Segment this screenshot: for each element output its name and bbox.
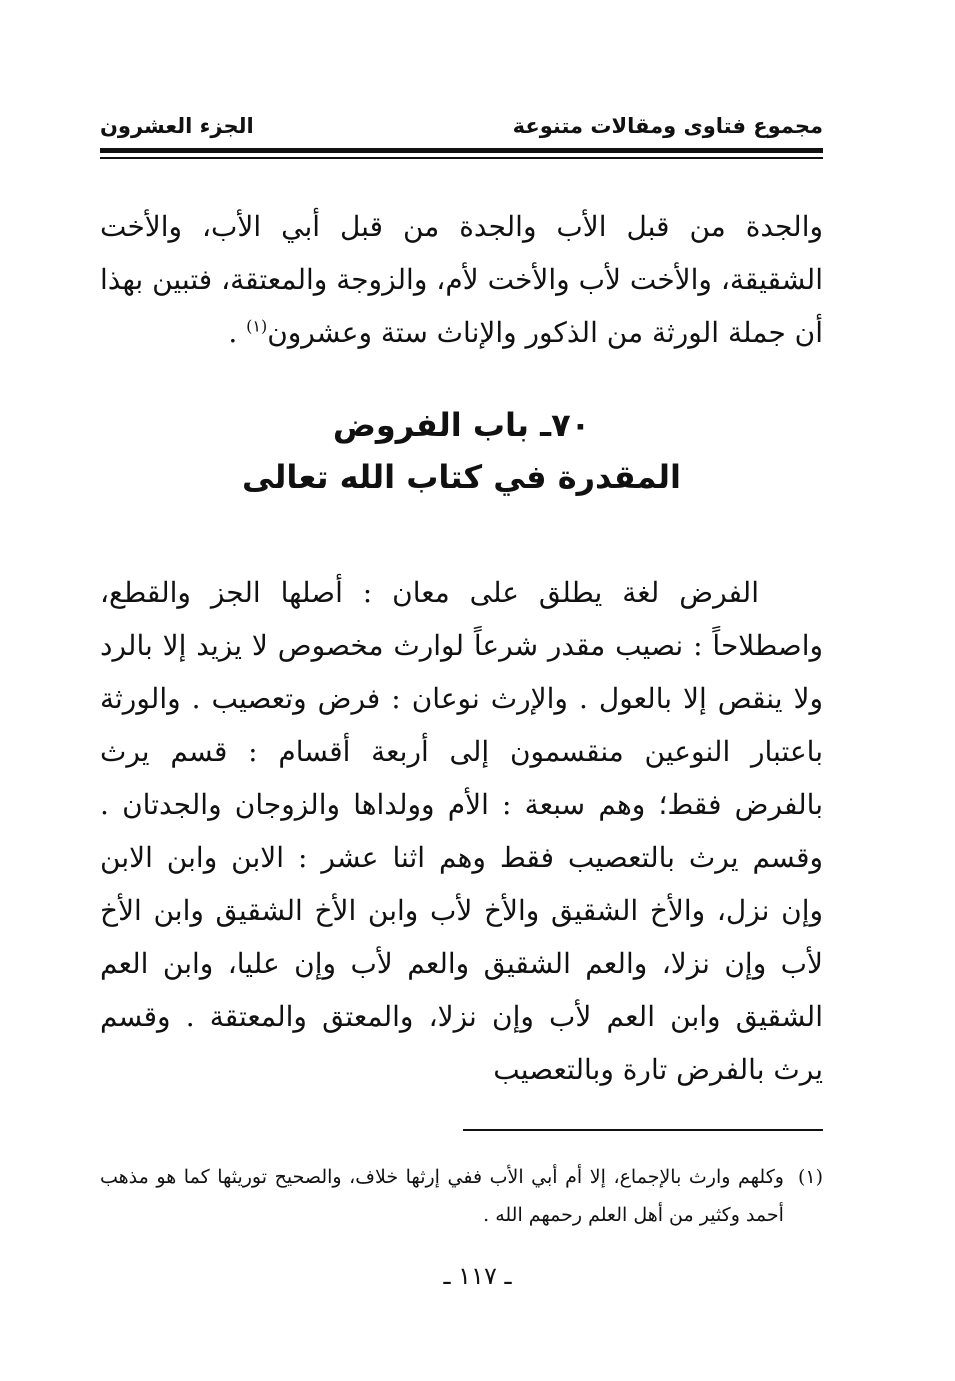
footnote-text: وكلهم وارث بالإجماع، إلا أم أبي الأب ففي إرثها خلاف، والصحيح توريثها كما هو مذهب أحمد وكثير من أهل العلم رحمهم الله . xyxy=(100,1166,784,1226)
paragraph-fard-definition: الفرض لغة يطلق على معان : أصلها الجز والقطع، واصطلاحاً : نصيب مقدر شرعاً لوارث مخصوص لا يزيد إلا بالرد ولا ينقص إلا بالعول . والإرث نوعان : فرض وتعصيب . والورثة باعتبار النوعين منقسمون إلى أربعة أقسام : قسم يرث بالفرض فقط؛ وهم سبعة : الأم وولداها والزوجان والجدتان . وقسم يرث بالتعصيب فقط وهم اثنا عشر : الابن وابن الابن وإن نزل، والأخ الشقيق والأخ لأب وابن الأخ الشقيق وابن الأخ لأب وإن نزلا، والعم الشقيق والعم لأب وإن عليا، وابن العم الشقيق وابن العم لأب وإن نزلا، والمعتق والمعتقة . وقسم يرث بالفرض تارة وبالتعصيب xyxy=(100,576,823,1086)
volume-label: الجزء العشرون xyxy=(100,114,254,138)
page-number: ـ ١١٧ ـ xyxy=(443,1262,512,1290)
paragraph-heirs-summary xyxy=(100,200,823,359)
section-heading-line-1: ٧٠ـ باب الفروض xyxy=(332,406,591,444)
header-rule-thin xyxy=(100,157,823,159)
footnote-separator xyxy=(463,1129,823,1131)
footnote-marker: (١) xyxy=(797,1166,823,1188)
book-title: مجموع فتاوى ومقالات متنوعة xyxy=(512,114,823,138)
header-rule-thick xyxy=(100,148,823,153)
paragraph-1-text: والجدة من قبل الأب والجدة من قبل أبي الأب، والأخت الشقيقة، والأخت لأب والأخت لأم، والزوجة والمعتقة، فتبين بهذا أن جملة الورثة من الذكور والإناث ستة وعشرون xyxy=(100,210,823,349)
running-header xyxy=(100,108,823,144)
paragraph-1-end: . xyxy=(228,316,247,349)
footnote xyxy=(100,1158,823,1234)
section-heading-line-2: المقدرة في كتاب الله تعالى xyxy=(242,458,681,496)
footnote-reference[interactable]: (١) xyxy=(246,316,268,336)
